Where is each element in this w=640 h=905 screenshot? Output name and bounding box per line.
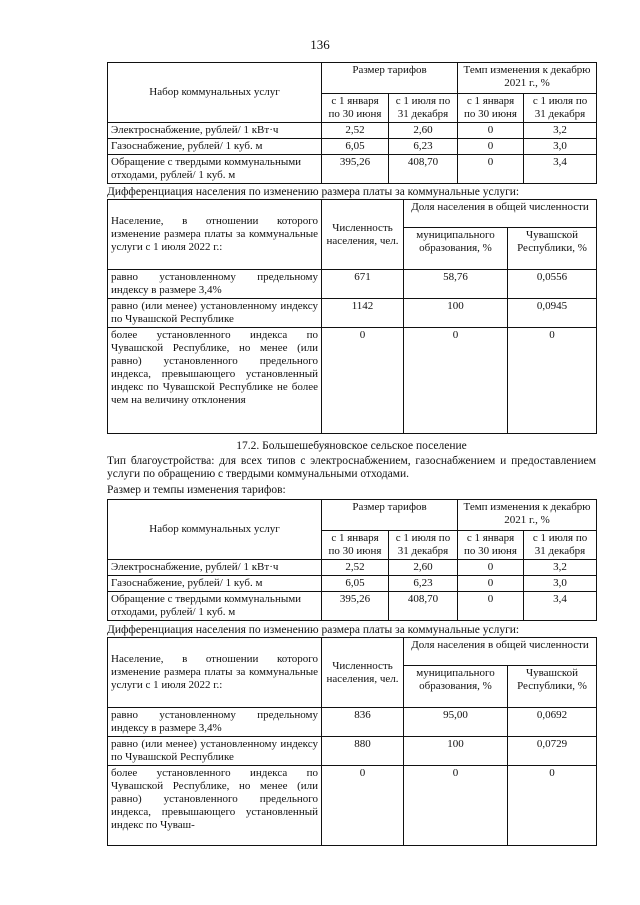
service-name: Электроснабжение, рублей/ 1 кВт·ч bbox=[108, 123, 322, 139]
share-republic: 0,0556 bbox=[508, 270, 597, 299]
share-republic: 0,0692 bbox=[508, 708, 597, 737]
service-name: Электроснабжение, рублей/ 1 кВт·ч bbox=[108, 560, 322, 576]
header-tariff-size: Размер тарифов bbox=[322, 63, 458, 94]
rate-jan: 0 bbox=[458, 576, 524, 592]
rate-jan: 0 bbox=[458, 139, 524, 155]
rate-jan: 0 bbox=[458, 123, 524, 139]
population-label: равно установленному предельному индексу в размере 3,4% bbox=[108, 708, 322, 737]
population-label: равно (или менее) установленному индексу по Чувашской Республике bbox=[108, 299, 322, 328]
header-republic: Чувашской Республики, % bbox=[508, 228, 597, 270]
population-count: 0 bbox=[322, 766, 404, 846]
header-population: Население, в отношении которого изменение размера платы за коммунальные услуги с 1 июля 2022 г.: bbox=[108, 638, 322, 708]
header-tariff-size: Размер тарифов bbox=[322, 500, 458, 531]
tariff-jul: 2,60 bbox=[389, 560, 458, 576]
tariff-jul: 6,23 bbox=[389, 139, 458, 155]
share-republic: 0 bbox=[508, 328, 597, 434]
table-row bbox=[108, 328, 597, 434]
header-service-set: Набор коммунальных услуг bbox=[108, 63, 322, 123]
header-rate-period-jan: с 1 января по 30 июня bbox=[458, 531, 524, 560]
share-municipal: 58,76 bbox=[404, 270, 508, 299]
population-count: 880 bbox=[322, 737, 404, 766]
header-count: Численность населения, чел. bbox=[322, 638, 404, 708]
table-row bbox=[108, 766, 597, 846]
differentiation-table-2 bbox=[107, 637, 597, 846]
table-row bbox=[108, 270, 597, 299]
table-row bbox=[108, 560, 597, 576]
header-change-rate: Темп изменения к декабрю 2021 г., % bbox=[458, 500, 597, 531]
header-share: Доля населения в общей численности bbox=[404, 200, 597, 228]
population-label: равно установленному предельному индексу в размере 3,4% bbox=[108, 270, 322, 299]
tariff-jan: 2,52 bbox=[322, 123, 389, 139]
table-row bbox=[108, 576, 597, 592]
population-label: равно (или менее) установленному индексу по Чувашской Республике bbox=[108, 737, 322, 766]
share-municipal: 95,00 bbox=[404, 708, 508, 737]
header-period-jan: с 1 января по 30 июня bbox=[322, 531, 389, 560]
header-service-set: Набор коммунальных услуг bbox=[108, 500, 322, 560]
rate-jul: 3,4 bbox=[524, 592, 597, 621]
header-period-jan: с 1 января по 30 июня bbox=[322, 94, 389, 123]
population-count: 671 bbox=[322, 270, 404, 299]
rate-jan: 0 bbox=[458, 560, 524, 576]
table-row bbox=[108, 299, 597, 328]
tariff-jan: 395,26 bbox=[322, 592, 389, 621]
header-republic: Чувашской Республики, % bbox=[508, 666, 597, 708]
improvement-text: Тип благоустройства: для всех типов с электроснабжением, газоснабжением и предоставлением услуги по обращению с твердыми коммунальными отходами. bbox=[107, 455, 596, 480]
header-change-rate: Темп изменения к декабрю 2021 г., % bbox=[458, 63, 597, 94]
diff-title-2: Дифференциация населения по изменению размера платы за коммунальные услуги: bbox=[107, 624, 520, 636]
tariff-table-1 bbox=[107, 62, 597, 184]
service-name: Газоснабжение, рублей/ 1 куб. м bbox=[108, 139, 322, 155]
service-name: Газоснабжение, рублей/ 1 куб. м bbox=[108, 576, 322, 592]
rate-jul: 3,0 bbox=[524, 576, 597, 592]
share-republic: 0,0945 bbox=[508, 299, 597, 328]
tariff-jan: 2,52 bbox=[322, 560, 389, 576]
tariff-jan: 395,26 bbox=[322, 155, 389, 184]
tariff-jan: 6,05 bbox=[322, 139, 389, 155]
rate-jul: 3,2 bbox=[524, 123, 597, 139]
table-row bbox=[108, 139, 597, 155]
share-municipal: 0 bbox=[404, 766, 508, 846]
population-count: 1142 bbox=[322, 299, 404, 328]
tariff-table-2 bbox=[107, 499, 597, 621]
rate-jan: 0 bbox=[458, 592, 524, 621]
service-name: Обращение с твердыми коммунальными отходами, рублей/ 1 куб. м bbox=[108, 155, 322, 184]
header-population: Население, в отношении которого изменение размера платы за коммунальные услуги с 1 июля 2022 г.: bbox=[108, 200, 322, 270]
header-municipal: муниципального образования, % bbox=[404, 228, 508, 270]
table-row bbox=[108, 592, 597, 621]
share-municipal: 0 bbox=[404, 328, 508, 434]
rate-jul: 3,2 bbox=[524, 560, 597, 576]
rate-jan: 0 bbox=[458, 155, 524, 184]
population-label: более установленного индекса по Чувашской Республике, но менее (или равно) установленного предельного индекса, превышающего установленный индекс по Чуваш- bbox=[108, 766, 322, 846]
share-republic: 0,0729 bbox=[508, 737, 597, 766]
tariffs-title: Размер и темпы изменения тарифов: bbox=[107, 484, 286, 496]
population-count: 836 bbox=[322, 708, 404, 737]
header-period-jul: с 1 июля по 31 декабря bbox=[389, 94, 458, 123]
header-municipal: муниципального образования, % bbox=[404, 666, 508, 708]
section-title: 17.2. Большешебуяновское сельское поселение bbox=[236, 440, 467, 452]
header-period-jul: с 1 июля по 31 декабря bbox=[389, 531, 458, 560]
rate-jul: 3,0 bbox=[524, 139, 597, 155]
tariff-jan: 6,05 bbox=[322, 576, 389, 592]
tariff-jul: 6,23 bbox=[389, 576, 458, 592]
header-rate-period-jul: с 1 июля по 31 декабря bbox=[524, 94, 597, 123]
tariff-jul: 408,70 bbox=[389, 592, 458, 621]
share-republic: 0 bbox=[508, 766, 597, 846]
diff-title-1: Дифференциация населения по изменению размера платы за коммунальные услуги: bbox=[107, 186, 520, 198]
header-share: Доля населения в общей численности bbox=[404, 638, 597, 666]
header-rate-period-jul: с 1 июля по 31 декабря bbox=[524, 531, 597, 560]
rate-jul: 3,4 bbox=[524, 155, 597, 184]
table-row bbox=[108, 737, 597, 766]
population-label: более установленного индекса по Чувашской Республике, но менее (или равно) установленного предельного индекса, превышающего установленный индекс по Чувашской Республике не более чем на величину отклонения bbox=[108, 328, 322, 434]
header-count: Численность населения, чел. bbox=[322, 200, 404, 270]
share-municipal: 100 bbox=[404, 737, 508, 766]
table-row bbox=[108, 155, 597, 184]
population-count: 0 bbox=[322, 328, 404, 434]
tariff-jul: 2,60 bbox=[389, 123, 458, 139]
differentiation-table-1 bbox=[107, 199, 597, 434]
share-municipal: 100 bbox=[404, 299, 508, 328]
page-number: 136 bbox=[310, 37, 330, 52]
header-rate-period-jan: с 1 января по 30 июня bbox=[458, 94, 524, 123]
table-row bbox=[108, 708, 597, 737]
service-name: Обращение с твердыми коммунальными отходами, рублей/ 1 куб. м bbox=[108, 592, 322, 621]
tariff-jul: 408,70 bbox=[389, 155, 458, 184]
table-row bbox=[108, 123, 597, 139]
